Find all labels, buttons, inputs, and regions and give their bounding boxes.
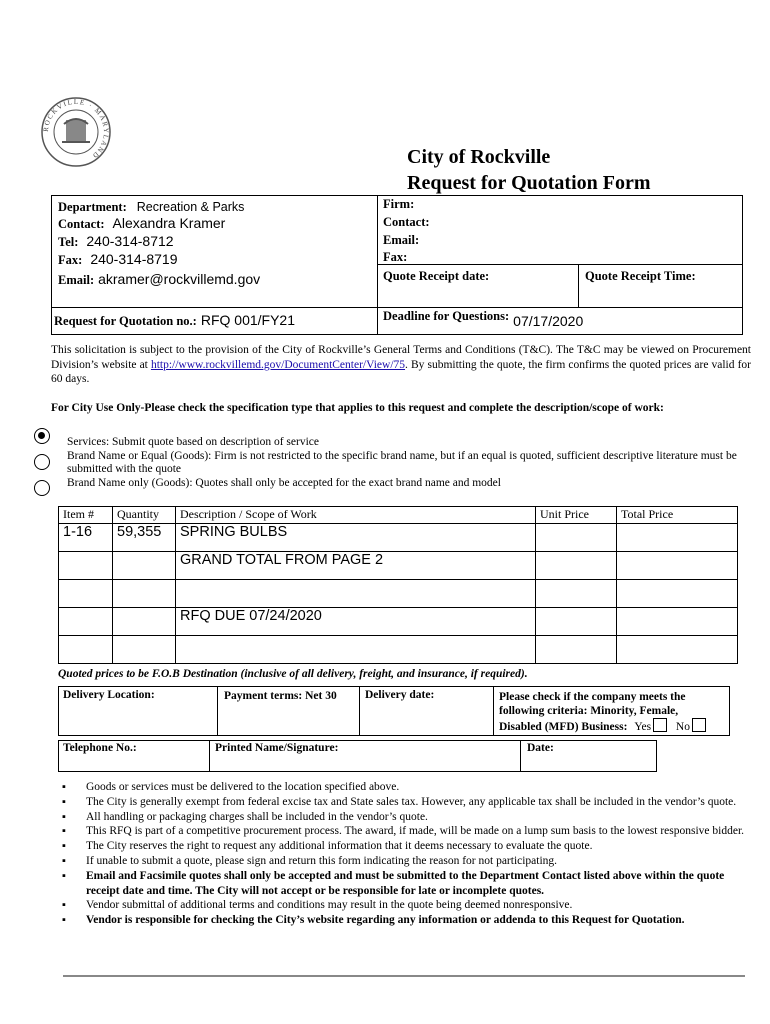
footer-rule	[63, 975, 745, 977]
email-label: Email:	[58, 273, 95, 287]
list-item: ▪ Email and Facsimile quotes shall only be accepted and must be submitted to the Department Contact listed above within the quote receipt date and time. The City will not accept or be responsible for late or incomplete quotes.	[62, 869, 752, 899]
date-label[interactable]: Date:	[527, 742, 554, 754]
row-description[interactable]	[176, 636, 536, 664]
fob-note: Quoted prices to be F.O.B Destination (inclusive of all delivery, freight, and insurance, if required).	[58, 668, 528, 680]
table-row	[59, 552, 738, 580]
no-label: No	[675, 721, 690, 733]
row-description[interactable]: GRAND TOTAL FROM PAGE 2	[176, 552, 536, 580]
list-item: ▪ Goods or services must be delivered to the location specified above.	[62, 780, 752, 795]
form-title	[407, 144, 651, 196]
table-row	[59, 636, 738, 664]
firm-box-vertical-divider	[578, 264, 579, 308]
no-checkbox[interactable]	[692, 718, 706, 732]
row-description[interactable]	[176, 580, 536, 608]
option-brand-name-only-label: Brand Name only (Goods): Quotes shall only be accepted for the exact brand name and model	[67, 477, 501, 489]
printed-name-signature-label[interactable]: Printed Name/Signature:	[215, 742, 339, 754]
solicitation-text-1: This solicitation is subject to the provision of the City of Rockville’s General Terms and Conditions (T&C). The T&C may be viewed on Procurement Division’s website at	[51, 344, 751, 371]
delivery-location-label[interactable]: Delivery Location:	[63, 689, 155, 701]
mfd-line-2: following criteria: Minority, Female,	[499, 705, 679, 717]
firm-fax-label[interactable]: Fax:	[383, 250, 408, 264]
row-total-price[interactable]	[617, 608, 738, 636]
row-quantity[interactable]: 59,355	[113, 524, 176, 552]
table-row	[59, 524, 738, 552]
firm-label[interactable]: Firm:	[383, 197, 415, 211]
firm-email-label[interactable]: Email:	[383, 233, 420, 247]
mfd-criteria	[499, 690, 706, 734]
row-unit-price[interactable]	[536, 580, 617, 608]
option-services-label: Services: Submit quote based on description of service	[67, 436, 319, 448]
yes-label: Yes	[634, 721, 652, 733]
row-total-price[interactable]	[617, 552, 738, 580]
radio-brand-name-only[interactable]	[34, 480, 50, 496]
option-brand-name-or-equal-label: Brand Name or Equal (Goods): Firm is not restricted to the specific brand name, but if an equal is quoted, sufficient descriptive literature must be submitted with the quote	[67, 450, 737, 475]
firm-box	[377, 195, 743, 308]
tel-value: 240-314-8712	[86, 233, 174, 249]
email-value: akramer@rockvillemd.gov	[98, 271, 261, 287]
table-row	[59, 608, 738, 636]
tel-row	[58, 233, 174, 251]
firm-box-divider	[377, 264, 743, 265]
title-line-2: Request for Quotation Form	[407, 172, 651, 194]
row-total-price[interactable]	[617, 524, 738, 552]
quote-receipt-date-label[interactable]: Quote Receipt date:	[383, 269, 490, 283]
contact-label: Contact:	[58, 217, 105, 231]
svg-text:ROCKVILLE · MARYLAND: ROCKVILLE · MARYLAND	[41, 97, 111, 161]
contact-value: Alexandra Kramer	[112, 215, 226, 231]
quote-receipt-time-label[interactable]: Quote Receipt Time:	[585, 269, 696, 283]
items-table-header	[59, 507, 738, 524]
city-seal-logo	[40, 96, 112, 168]
rfq-number-label: Request for Quotation no.:	[54, 314, 197, 328]
row-total-price[interactable]	[617, 636, 738, 664]
payment-terms-label: Payment terms: Net 30	[224, 690, 337, 702]
fax-label: Fax:	[58, 253, 83, 267]
header-quantity: Quantity	[113, 507, 176, 524]
tel-label: Tel:	[58, 235, 79, 249]
row-unit-price[interactable]	[536, 608, 617, 636]
delivery-divider-2	[359, 686, 360, 736]
deadline-row	[383, 307, 584, 329]
list-item: ▪ The City is generally exempt from federal excise tax and State sales tax. However, any applicable tax shall be included in the vendor’s quote.	[62, 795, 752, 810]
radio-selected-dot	[38, 432, 45, 439]
mfd-line-3-row	[499, 718, 706, 734]
header-total-price: Total Price	[617, 507, 738, 524]
fax-value: 240-314-8719	[90, 251, 178, 267]
header-item: Item #	[59, 507, 113, 524]
header-description: Description / Scope of Work	[176, 507, 536, 524]
row-quantity[interactable]	[113, 580, 176, 608]
delivery-divider-1	[217, 686, 218, 736]
signature-divider-2	[520, 740, 521, 772]
email-row	[58, 271, 260, 289]
row-quantity[interactable]	[113, 552, 176, 580]
delivery-divider-3	[493, 686, 494, 736]
list-item: ▪ The City reserves the right to request any additional information that it deems necessary to evaluate the quote.	[62, 839, 752, 854]
row-description[interactable]: RFQ DUE 07/24/2020	[176, 608, 536, 636]
list-item: ▪ This RFQ is part of a competitive procurement process. The award, if made, will be made on a lump sum basis to the lowest responsive bidder.	[62, 824, 752, 839]
deadline-label: Deadline for Questions:	[383, 309, 510, 323]
rfq-number-row	[54, 312, 295, 330]
row-quantity[interactable]	[113, 608, 176, 636]
row-description[interactable]: SPRING BULBS	[176, 524, 536, 552]
list-item: ▪ Vendor is responsible for checking the City’s website regarding any information or addenda to this Request for Quotation.	[62, 913, 752, 928]
title-line-1: City of Rockville	[407, 146, 551, 168]
row-item[interactable]	[59, 552, 113, 580]
fax-row	[58, 251, 178, 269]
row-item[interactable]	[59, 580, 113, 608]
terms-bullet-list	[62, 780, 752, 928]
mfd-line-3: Disabled (MFD) Business:	[499, 721, 628, 733]
solicitation-text-2: . By submitting the quote, the firm confirms the quoted prices are valid for 60 days.	[51, 358, 751, 385]
row-unit-price[interactable]	[536, 524, 617, 552]
row-item[interactable]	[59, 608, 113, 636]
department-row	[58, 198, 244, 216]
delivery-date-label[interactable]: Delivery date:	[365, 689, 435, 701]
items-table	[58, 506, 738, 664]
row-item[interactable]	[59, 636, 113, 664]
mfd-line-1: Please check if the company meets the	[499, 691, 686, 703]
radio-brand-name-or-equal[interactable]	[34, 454, 50, 470]
contact-row	[58, 215, 225, 233]
list-item: ▪ Vendor submittal of additional terms and conditions may result in the quote being deemed nonresponsive.	[62, 898, 752, 913]
rfq-number-value: RFQ 001/FY21	[200, 312, 295, 328]
list-item: ▪ All handling or packaging charges shall be included in the vendor’s quote.	[62, 810, 752, 825]
list-item: ▪ If unable to submit a quote, please sign and return this form indicating the reason for not participating.	[62, 854, 752, 869]
department-value: Recreation & Parks	[136, 200, 245, 214]
header-unit-price: Unit Price	[536, 507, 617, 524]
row-unit-price[interactable]	[536, 552, 617, 580]
signature-box	[58, 740, 657, 772]
row-unit-price[interactable]	[536, 636, 617, 664]
row-quantity[interactable]	[113, 636, 176, 664]
firm-contact-label[interactable]: Contact:	[383, 215, 430, 229]
row-total-price[interactable]	[617, 580, 738, 608]
department-label: Department:	[58, 200, 127, 214]
radio-services[interactable]	[34, 428, 50, 444]
city-use-heading: For City Use Only-Please check the specification type that applies to this request and complete the description/scope of work:	[51, 402, 664, 414]
signature-divider-1	[209, 740, 210, 772]
telephone-label[interactable]: Telephone No.:	[63, 742, 137, 754]
yes-checkbox[interactable]	[653, 718, 667, 732]
table-row	[59, 580, 738, 608]
row-item[interactable]: 1-16	[59, 524, 113, 552]
deadline-value: 07/17/2020	[513, 313, 584, 329]
solicitation-paragraph	[51, 343, 751, 387]
terms-conditions-link[interactable]: http://www.rockvillemd.gov/DocumentCenter/View/75	[150, 358, 406, 371]
